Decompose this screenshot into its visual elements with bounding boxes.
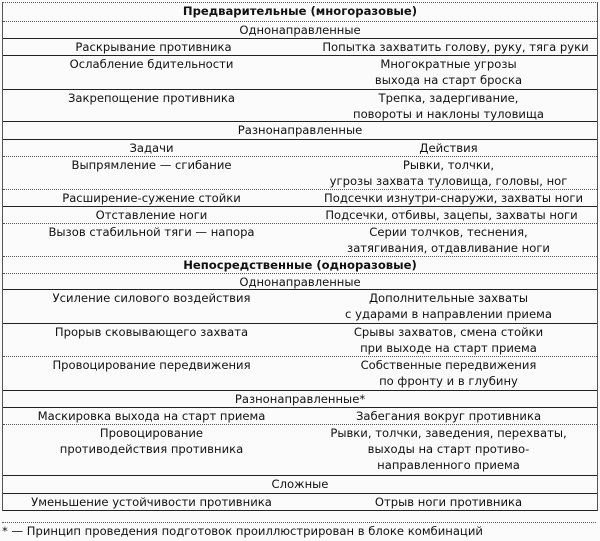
group-label: Однонаправленные <box>239 275 361 289</box>
group-label-row <box>3 273 597 289</box>
action-text: Серии толчков, теснения, <box>369 225 528 239</box>
action-text: Рывки, толчки, <box>402 158 495 172</box>
action-cell <box>300 357 597 390</box>
section-title-row <box>3 256 597 273</box>
action-text: по фронту и в глубину <box>379 374 518 388</box>
group-label-row <box>3 121 597 139</box>
task-text: Ослабление бдительности <box>69 57 234 71</box>
table-row <box>3 206 597 223</box>
group-label: Сложные <box>271 477 329 491</box>
task-cell <box>3 425 300 475</box>
action-text: Трепка, задергивание, <box>378 91 519 105</box>
task-cell <box>3 90 300 121</box>
group-label: Разнонаправленные* <box>234 392 366 406</box>
action-cell <box>300 90 597 121</box>
column-header-tasks: Задачи <box>129 141 174 155</box>
table-row <box>3 189 597 206</box>
table-row <box>3 289 597 323</box>
group-label-row <box>3 475 597 493</box>
task-text: Провоцирование передвижения <box>52 358 251 372</box>
task-text: Отставление ноги <box>95 208 208 222</box>
task-cell <box>3 408 300 424</box>
action-cell <box>300 408 597 424</box>
task-cell <box>3 157 300 189</box>
task-text: Прорыв сковывающего захвата <box>54 325 249 339</box>
action-text: выходы на старт противо- <box>367 442 530 456</box>
task-cell <box>3 56 300 89</box>
action-text: Собственные передвижения <box>360 358 537 372</box>
task-text: Уменьшение устойчивости противника <box>31 495 272 509</box>
task-text: Выпрямление — сгибание <box>71 158 232 172</box>
task-text: Вызов стабильной тяги — напора <box>48 225 255 239</box>
task-text: Усиление силового воздействия <box>52 291 251 305</box>
task-text: Провоцирование <box>99 426 204 440</box>
task-cell <box>3 357 300 390</box>
action-cell <box>300 494 597 510</box>
table-row <box>3 356 597 390</box>
task-cell <box>3 207 300 223</box>
action-text: затягивания, отдавливание ноги <box>347 241 550 255</box>
task-cell <box>3 39 300 55</box>
task-cell <box>3 190 300 206</box>
action-text: Рывки, толчки, заведения, перехваты, <box>330 426 567 440</box>
action-text: с ударами в направлении приема <box>345 307 552 321</box>
action-text: Забегания вокруг противника <box>355 409 542 423</box>
table-row <box>3 407 597 424</box>
action-text: Отрыв ноги противника <box>374 495 523 509</box>
action-text: Подсечки, отбивы, зацепы, захваты ноги <box>325 208 578 222</box>
group-label-row <box>3 21 597 38</box>
table-row <box>3 38 597 55</box>
section-title: Предварительные (многоразовые) <box>182 4 418 18</box>
column-header-actions: Действия <box>419 141 478 155</box>
group-label: Разнонаправленные <box>237 123 363 137</box>
action-cell <box>300 425 597 475</box>
table-row <box>3 89 597 121</box>
action-text: Подсечки изнутри-снаружи, захваты ноги <box>324 191 583 205</box>
task-text: Маскировка выхода на старт приема <box>37 409 266 423</box>
action-cell <box>300 324 597 356</box>
action-cell <box>300 39 597 55</box>
table-row <box>3 424 597 475</box>
action-cell <box>300 207 597 223</box>
action-text: при выходе на старт приема <box>360 341 537 355</box>
table-row <box>3 55 597 89</box>
action-cell <box>300 190 597 206</box>
table-row <box>3 493 597 510</box>
task-cell <box>3 324 300 356</box>
action-cell <box>300 56 597 89</box>
footnote: * — Принцип проведения подготовок проиллюстрирован в блоке комбинаций <box>2 522 596 539</box>
action-text: выхода на старт броска <box>374 73 523 87</box>
group-label-row <box>3 390 597 407</box>
action-text: повороты и наклоны туловища <box>353 107 544 121</box>
action-text: Срывы захватов, смена стойки <box>353 325 544 339</box>
table-row <box>3 156 597 189</box>
table-row <box>3 323 597 356</box>
preparations-table <box>2 2 598 511</box>
task-cell <box>3 224 300 256</box>
action-cell <box>300 224 597 256</box>
section-title: Непосредственные (одноразовые) <box>183 258 417 272</box>
action-cell <box>300 290 597 323</box>
task-text: Закрепощение противника <box>67 91 236 105</box>
action-text: Дополнительные захваты <box>368 291 528 305</box>
action-text: Попытка захватить голову, руку, тяга руки <box>322 40 589 54</box>
task-text: Раскрывание противника <box>75 40 232 54</box>
action-text: Многократные угрозы <box>380 57 517 71</box>
section-title-row <box>3 3 597 21</box>
table-row <box>3 223 597 256</box>
action-cell <box>300 157 597 189</box>
action-text: угрозы захвата туловища, головы, ног <box>329 174 568 188</box>
task-cell <box>3 290 300 323</box>
column-header-row <box>3 139 597 156</box>
group-label: Однонаправленные <box>239 23 361 37</box>
task-text: противодействия противника <box>59 442 244 456</box>
action-text: направленного приема <box>377 458 520 472</box>
task-text: Расширение-сужение стойки <box>62 191 241 205</box>
task-cell <box>3 494 300 510</box>
